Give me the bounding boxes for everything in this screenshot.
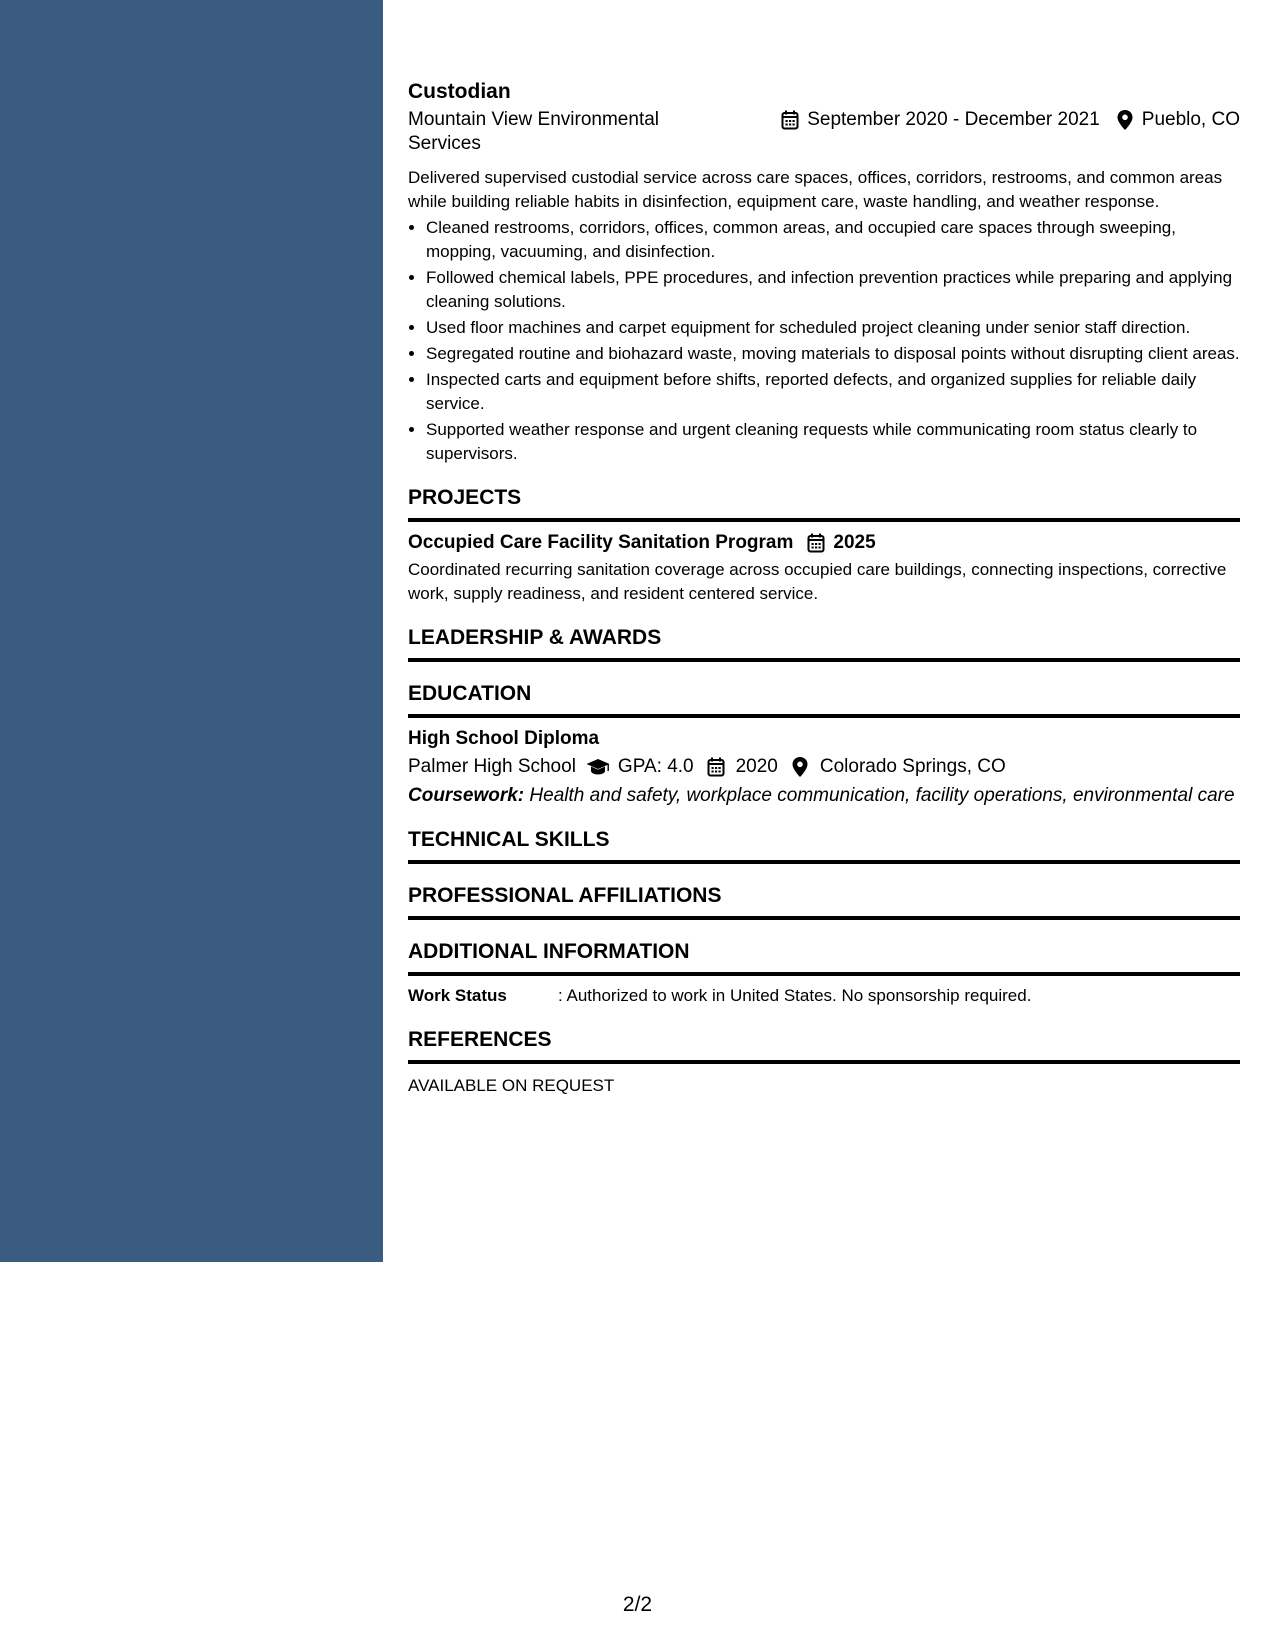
project-header — [408, 530, 1240, 556]
references-text: AVAILABLE ON REQUEST — [408, 1076, 615, 1095]
calendar-icon — [704, 756, 728, 778]
education-degree: High School Diploma — [408, 728, 600, 749]
job-bullet: • Used floor machines and carpet equipment for scheduled project cleaning under senior staff direction. — [426, 316, 1240, 340]
project-year: 2025 — [833, 532, 876, 553]
additional-info-section — [408, 938, 1240, 1008]
section-heading: REFERENCES — [408, 1026, 1240, 1064]
map-pin-icon — [788, 756, 812, 778]
page-number: 2/2 — [622, 1593, 653, 1616]
job-bullet: • Cleaned restrooms, corridors, offices, common areas, and occupied care spaces through sweeping, mopping, vacuuming, and disinfection. — [426, 216, 1240, 264]
section-heading: EDUCATION — [408, 680, 1240, 718]
experience-entry — [408, 78, 1240, 466]
section-heading: PROFESSIONAL AFFILIATIONS — [408, 882, 1240, 920]
work-status-value: : Authorized to work in United States. No sponsorship required. — [558, 986, 1032, 1005]
job-summary: Delivered supervised custodial service across care spaces, offices, corridors, restrooms, and common areas while building reliable habits in disinfection, equipment care, waste handling, and weather response. — [408, 168, 1223, 211]
project-description: Coordinated recurring sanitation coverage across occupied care buildings, connecting inspections, corrective work, supply readiness, and resident centered service. — [408, 560, 1227, 603]
job-date-location — [779, 108, 1240, 132]
section-heading: TECHNICAL SKILLS — [408, 826, 1240, 864]
projects-section — [408, 484, 1240, 606]
section-heading: PROJECTS — [408, 484, 1240, 522]
graduation-cap-icon — [586, 756, 610, 778]
job-title: Custodian — [408, 80, 511, 103]
education-year: 2020 — [735, 756, 778, 777]
project-name: Occupied Care Facility Sanitation Program — [408, 532, 794, 553]
sidebar-panel — [0, 0, 383, 1262]
job-bullets — [408, 216, 1240, 466]
coursework-label: Coursework: — [408, 785, 525, 806]
work-status-row — [408, 984, 1240, 1008]
resume-main-column — [408, 78, 1240, 1098]
job-bullet: • Segregated routine and biohazard waste, moving materials to disposal points without disrupting client areas. — [426, 342, 1240, 366]
education-school: Palmer High School — [408, 756, 576, 777]
technical-skills-section — [408, 826, 1240, 864]
job-dates: September 2020 - December 2021 — [807, 109, 1100, 130]
section-heading: LEADERSHIP & AWARDS — [408, 624, 1240, 662]
references-section — [408, 1026, 1240, 1098]
calendar-icon — [805, 532, 827, 554]
map-pin-icon — [1114, 109, 1136, 131]
job-location: Pueblo, CO — [1141, 109, 1240, 130]
education-coursework — [408, 784, 1240, 808]
affiliations-section — [408, 882, 1240, 920]
work-status-label: Work Status — [408, 986, 507, 1005]
leadership-section — [408, 624, 1240, 662]
coursework-text: Health and safety, workplace communication, facility operations, environmental care — [529, 785, 1235, 806]
education-details — [408, 754, 1240, 780]
company-name: Mountain View Environmental Services — [408, 109, 660, 154]
job-bullet: • Inspected carts and equipment before shifts, reported defects, and organized supplies for reliable daily service. — [426, 368, 1240, 416]
education-section — [408, 680, 1240, 808]
job-bullet: • Supported weather response and urgent cleaning requests while communicating room status clearly to supervisors. — [426, 418, 1240, 466]
job-meta — [408, 108, 1240, 160]
education-location: Colorado Springs, CO — [819, 756, 1006, 777]
education-gpa: GPA: 4.0 — [617, 756, 694, 777]
section-heading: ADDITIONAL INFORMATION — [408, 938, 1240, 976]
job-bullet: • Followed chemical labels, PPE procedures, and infection prevention practices while preparing and applying cleaning solutions. — [426, 266, 1240, 314]
calendar-icon — [779, 109, 801, 131]
